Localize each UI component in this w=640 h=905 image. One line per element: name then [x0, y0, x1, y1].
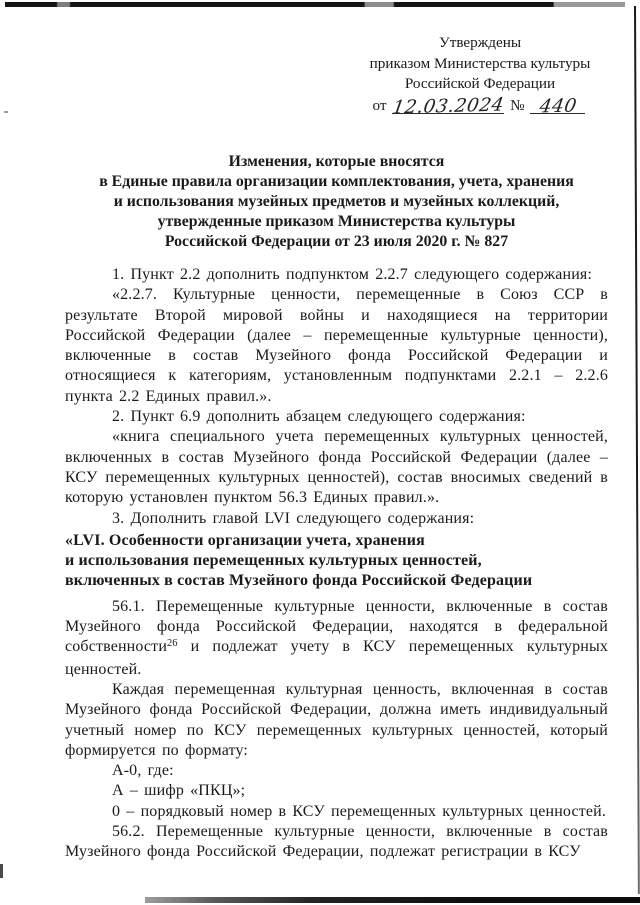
scan-artifact-right-edge [634, 6, 640, 894]
para-format-ordinal: 0 – порядковый номер в КСУ перемещенных культурных ценностей. [112, 802, 606, 820]
chapter-heading-line: «LVI. Особенности организации учета, хранения [65, 531, 425, 549]
approval-stamp-block [358, 33, 602, 116]
handwritten-order-number: 440 [537, 95, 578, 117]
document-body [65, 265, 608, 863]
document-content [65, 0, 608, 863]
para-3: 2. Пункт 6.9 дополнить абзацем следующего содержания: [112, 408, 526, 426]
footnote-reference-26: 26 [167, 637, 178, 649]
title-line: в Единые правила организации комплектования, учета, хранения [99, 173, 574, 190]
title-line: Российской Федерации от 23 июля 2020 г. № 827 [164, 233, 509, 250]
chapter-heading [65, 531, 608, 592]
para-56-1-text-continued: и подлежат учету в КСУ перемещенных культурных ценностей. [65, 638, 608, 678]
para-4: «книга специального учета перемещенных культурных ценностей, включенных в состав Музейного фонда Российской Федерации (далее – КСУ перемещенных культурных ценностей), состав вносимых сведений в которую установлен пунктом 56.3 Единых правил.». [65, 428, 608, 507]
para-5: 3. Дополнить главой LVI следующего содержания: [112, 509, 475, 527]
chapter-heading-line: включенных в состав Музейного фонда Российской Федерации [65, 572, 533, 590]
para-56-1-text: 56.1. Перемещенные культурные ценности, включенные в состав Музейного фонда Российской Федерации, находятся в федеральной собственности [65, 597, 608, 656]
para-2: «2.2.7. Культурные ценности, перемещенные в Союз ССР в результате Второй мировой войны и находящиеся на территории Российской Федерации (далее – перемещенные культурные ценности), включенные в состав Музейного фонда Российской Федерации и относящиеся к категориям, установленным подпунктами 2.2.1 – 2.2.6 пункта 2.2 Единых правил.». [65, 286, 608, 405]
approval-line: Российской Федерации [404, 75, 556, 92]
approval-line: Утверждены [438, 34, 522, 51]
number-sign-label: № [510, 96, 525, 114]
approval-date-number-line [358, 96, 602, 117]
scan-artifact-speck [4, 111, 8, 113]
title-line: утвержденные приказом Министерства культуры [157, 213, 516, 230]
approval-line: приказом Министерства культуры [369, 54, 591, 72]
para-format-template: А-0, где: [112, 762, 174, 780]
scan-artifact-speck [0, 864, 3, 878]
para-56-1 [65, 597, 608, 680]
chapter-heading-line: и использования перемещенных культурных ценностей, [65, 552, 482, 570]
date-underline [390, 94, 506, 118]
scan-artifact-bottom-edge [145, 897, 640, 903]
para-56-2: 56.2. Перемещенные культурные ценности, включенные в состав Музейного фонда Российской Федерации, подлежат регистрации в КСУ [65, 823, 608, 861]
number-underline [530, 95, 585, 117]
para-7: Каждая перемещенная культурная ценность, включенная в состав Музейного фонда Российской Федерации, должна иметь индивидуальный учетный номер по КСУ перемещенных культурных ценностей, который формируется по формату: [65, 680, 608, 759]
title-line: и использования музейных предметов и музейных коллекций, [113, 193, 560, 210]
handwritten-date: 12.03.2024 [390, 94, 506, 118]
para-1: 1. Пункт 2.2 дополнить подпунктом 2.2.7 следующего содержания: [112, 266, 593, 283]
para-format-cipher: А – шифр «ПКЦ»; [112, 782, 246, 800]
date-label: от [372, 96, 387, 114]
document-title [65, 152, 608, 252]
title-line: Изменения, которые вносятся [228, 153, 445, 170]
